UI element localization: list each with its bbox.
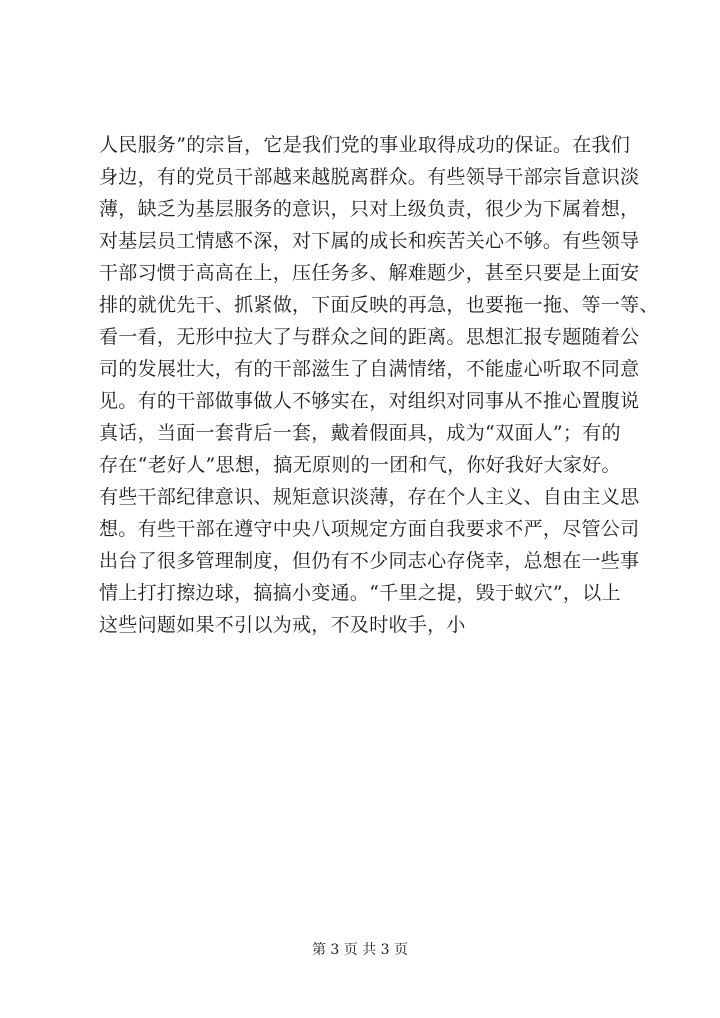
text-line: 薄，缺乏为基层服务的意识，只对上级负责，很少为下属着想， <box>99 198 640 220</box>
text-line: 身边，有的党员干部越来越脱离群众。有些领导干部宗旨意识淡 <box>99 166 640 188</box>
page-number-label: 第 3 页 共 3 页 <box>311 942 409 958</box>
body-text <box>99 129 659 641</box>
page-footer <box>0 940 720 960</box>
text-line: 看一看，无形中拉大了与群众之间的距离。思想汇报专题随着公 <box>99 326 640 348</box>
text-line: 有些干部纪律意识、规矩意识淡薄，存在个人主义、自由主义思 <box>99 486 640 508</box>
text-line: 想。有些干部在遵守中央八项规定方面自我要求不严，尽管公司 <box>99 518 640 540</box>
text-line: 情上打打擦边球，搞搞小变通。“千里之提，毁于蚁穴”，以上 <box>99 582 621 604</box>
text-line: 真话，当面一套背后一套，戴着假面具，成为“双面人”；有的 <box>99 422 621 444</box>
text-line: 出台了很多管理制度，但仍有不少同志心存侥幸，总想在一些事 <box>99 550 640 572</box>
text-line: 人民服务”的宗旨，它是我们党的事业取得成功的保证。在我们 <box>99 134 631 156</box>
text-line: 司的发展壮大，有的干部滋生了自满情绪，不能虚心听取不同意 <box>99 358 640 380</box>
text-line: 对基层员工情感不深，对下属的成长和疾苦关心不够。有些领导 <box>99 230 640 252</box>
text-line: 干部习惯于高高在上，压任务多、解难题少，甚至只要是上面安 <box>99 262 640 284</box>
text-line: 排的就优先干、抓紧做，下面反映的再急，也要拖一拖、等一等、 <box>99 294 659 316</box>
text-line: 见。有的干部做事做人不够实在，对组织对同事从不推心置腹说 <box>99 390 640 412</box>
text-line: 存在“老好人”思想，搞无原则的一团和气，你好我好大家好。 <box>99 454 621 476</box>
text-line: 这些问题如果不引以为戒，不及时收手，小 <box>99 614 466 636</box>
